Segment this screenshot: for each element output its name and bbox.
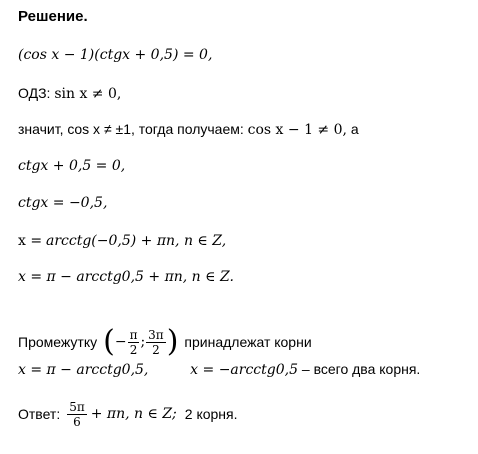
solution-title: Решение. <box>18 8 88 25</box>
answer-rest: + πn, n ∈ Z; <box>90 406 177 422</box>
interval-label: Промежутку <box>18 334 98 350</box>
answer-line <box>18 394 238 434</box>
equation-main: (cos x − 1)(ctgx + 0,5) = 0, <box>18 47 213 63</box>
interval-fraction-2-num: 3π <box>148 327 164 342</box>
interval-right-paren: ) <box>166 324 179 359</box>
answer-fraction <box>67 400 87 429</box>
roots-tail: – всего два корня. <box>301 361 421 377</box>
condition-line <box>18 120 359 139</box>
interval-fraction-2 <box>146 328 166 357</box>
answer-label: Ответ: <box>18 406 61 422</box>
odz-label: ОДЗ: <box>18 85 51 101</box>
interval-tail: принадлежат корни <box>184 334 312 350</box>
condition-text: значит, cos x ≠ ±1, тогда получаем: <box>18 121 244 137</box>
odz-line <box>18 84 121 103</box>
equation-ctg-value: ctgx = −0,5, <box>18 195 108 211</box>
interval-fraction-2-den: 2 <box>152 342 160 357</box>
equation-general-1-rest: arcctg(−0,5) + πn, n ∈ Z, <box>45 233 227 249</box>
equation-general-1 <box>18 231 226 250</box>
root-2: x = −arcctg0,5 <box>190 362 299 378</box>
condition-tail: а <box>350 121 359 137</box>
equation-general-1-start: x = <box>18 233 43 249</box>
odz-value: sin x ≠ 0, <box>54 86 122 102</box>
condition-math: cos x − 1 ≠ 0, <box>247 122 347 138</box>
answer-fraction-den: 6 <box>73 414 81 429</box>
interval-fraction-1-den: 2 <box>129 342 138 357</box>
answer-count: 2 корня. <box>184 406 238 422</box>
equation-ctg: ctgx + 0,5 = 0, <box>18 158 126 174</box>
roots-line <box>18 360 420 379</box>
interval-line <box>18 322 312 362</box>
answer-fraction-num: 5π <box>69 399 85 414</box>
equation-general-2: x = π − arcctg0,5 + πn, n ∈ Z. <box>18 269 234 285</box>
interval-left-paren: ( <box>103 324 115 359</box>
root-1: x = π − arcctg0,5, <box>18 362 149 378</box>
interval-fraction-1 <box>128 328 140 357</box>
interval-minus: − <box>114 334 127 350</box>
interval-separator: ; <box>140 334 146 350</box>
interval-fraction-1-num: π <box>129 327 138 342</box>
